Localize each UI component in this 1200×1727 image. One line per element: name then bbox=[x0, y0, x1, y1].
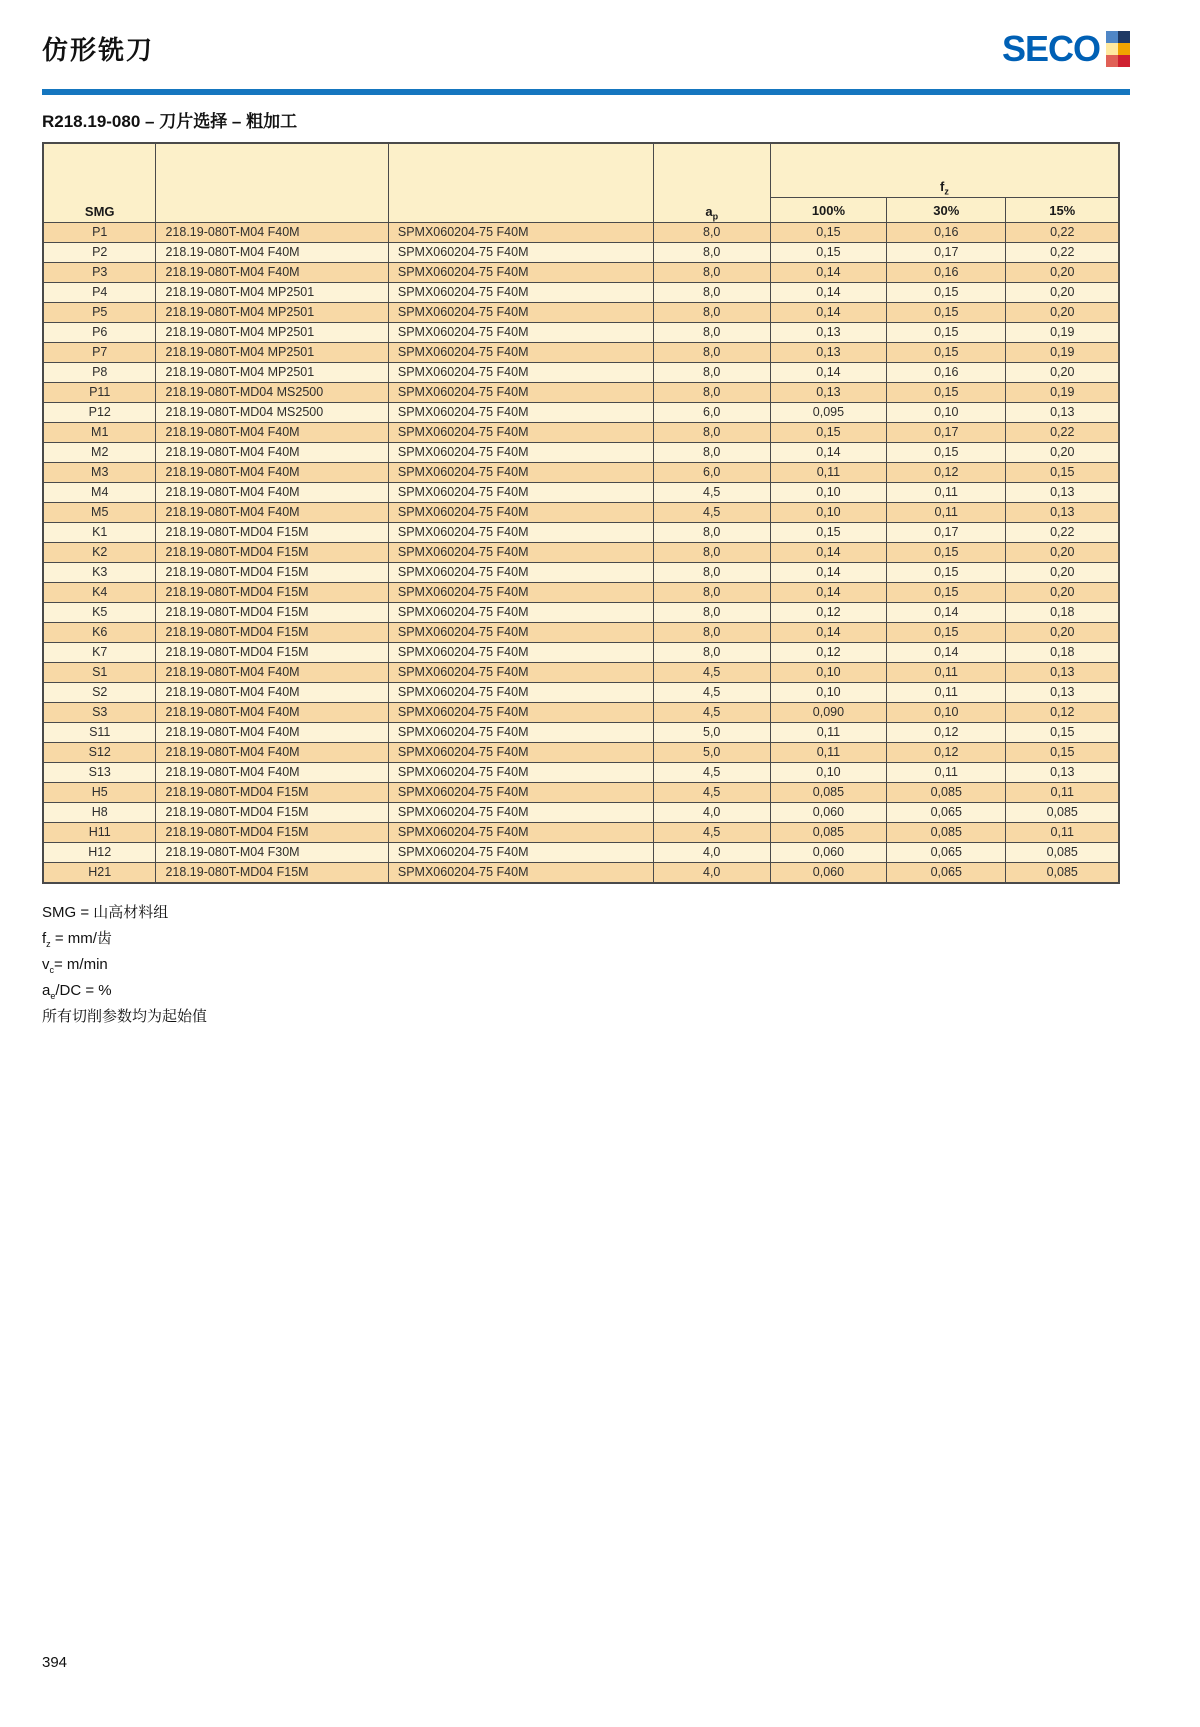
table-row bbox=[43, 683, 1119, 703]
footnotes bbox=[42, 900, 1200, 1030]
insert-cell: SPMX060204-75 F40M bbox=[388, 443, 653, 463]
ap-cell: 5,0 bbox=[653, 743, 770, 763]
smg-cell: H12 bbox=[43, 843, 156, 863]
fz-30-cell: 0,11 bbox=[887, 663, 1006, 683]
table-row bbox=[43, 363, 1119, 383]
insert-cell: SPMX060204-75 F40M bbox=[388, 743, 653, 763]
smg-cell: P5 bbox=[43, 303, 156, 323]
fz-15-cell: 0,22 bbox=[1006, 223, 1119, 243]
insert-cell: SPMX060204-75 F40M bbox=[388, 583, 653, 603]
fz-15-cell: 0,15 bbox=[1006, 743, 1119, 763]
fz-30-cell: 0,11 bbox=[887, 503, 1006, 523]
fz-100-cell: 0,11 bbox=[770, 463, 886, 483]
insert-cell: SPMX060204-75 F40M bbox=[388, 723, 653, 743]
fz-15-cell: 0,13 bbox=[1006, 763, 1119, 783]
fz-15-cell: 0,13 bbox=[1006, 683, 1119, 703]
table-row bbox=[43, 323, 1119, 343]
ap-cell: 6,0 bbox=[653, 403, 770, 423]
cutter-cell: 218.19-080T-MD04 MS2500 bbox=[156, 403, 388, 423]
cutter-cell: 218.19-080T-M04 F30M bbox=[156, 843, 388, 863]
fz-15-cell: 0,20 bbox=[1006, 623, 1119, 643]
cutter-cell: 218.19-080T-M04 F40M bbox=[156, 723, 388, 743]
cutter-cell: 218.19-080T-M04 MP2501 bbox=[156, 363, 388, 383]
cutter-cell: 218.19-080T-M04 MP2501 bbox=[156, 323, 388, 343]
fz-100-cell: 0,085 bbox=[770, 783, 886, 803]
insert-cell: SPMX060204-75 F40M bbox=[388, 563, 653, 583]
fz-100-cell: 0,13 bbox=[770, 323, 886, 343]
cutter-cell: 218.19-080T-M04 F40M bbox=[156, 663, 388, 683]
footnote-2: $v_c= m/\min$ bbox=[42, 956, 108, 975]
insert-cell: SPMX060204-75 F40M bbox=[388, 223, 653, 243]
fz-30-cell: 0,15 bbox=[887, 383, 1006, 403]
fz-30-cell: 0,11 bbox=[887, 763, 1006, 783]
ap-cell: 8,0 bbox=[653, 603, 770, 623]
insert-cell: SPMX060204-75 F40M bbox=[388, 403, 653, 423]
fz-15-cell: 0,085 bbox=[1006, 803, 1119, 823]
header-smg: SMG bbox=[43, 143, 156, 223]
insert-cell: SPMX060204-75 F40M bbox=[388, 503, 653, 523]
fz-15-cell: 0,20 bbox=[1006, 443, 1119, 463]
fz-15-cell: 0,22 bbox=[1006, 243, 1119, 263]
smg-cell: P8 bbox=[43, 363, 156, 383]
table-body bbox=[43, 223, 1119, 884]
smg-cell: H11 bbox=[43, 823, 156, 843]
table-row bbox=[43, 743, 1119, 763]
table-row bbox=[43, 623, 1119, 643]
smg-cell: P2 bbox=[43, 243, 156, 263]
table-row bbox=[43, 303, 1119, 323]
cutter-cell: 218.19-080T-M04 MP2501 bbox=[156, 283, 388, 303]
fz-30-cell: 0,16 bbox=[887, 223, 1006, 243]
fz-15-cell: 0,20 bbox=[1006, 543, 1119, 563]
smg-cell: P12 bbox=[43, 403, 156, 423]
insert-cell: SPMX060204-75 F40M bbox=[388, 783, 653, 803]
insert-cell: SPMX060204-75 F40M bbox=[388, 603, 653, 623]
smg-cell: M5 bbox=[43, 503, 156, 523]
ap-cell: 4,5 bbox=[653, 763, 770, 783]
insert-cell: SPMX060204-75 F40M bbox=[388, 683, 653, 703]
fz-15-cell: 0,19 bbox=[1006, 343, 1119, 363]
smg-cell: S12 bbox=[43, 743, 156, 763]
ap-cell: 8,0 bbox=[653, 563, 770, 583]
header-divider bbox=[42, 89, 1130, 95]
fz-100-cell: 0,14 bbox=[770, 263, 886, 283]
table-row bbox=[43, 583, 1119, 603]
fz-30-cell: 0,15 bbox=[887, 303, 1006, 323]
table-row bbox=[43, 443, 1119, 463]
header-fz-15: 15% bbox=[1006, 198, 1119, 223]
ap-cell: 4,5 bbox=[653, 683, 770, 703]
cutter-cell: 218.19-080T-M04 F40M bbox=[156, 743, 388, 763]
ap-cell: 4,5 bbox=[653, 823, 770, 843]
fz-30-cell: 0,15 bbox=[887, 563, 1006, 583]
table-row bbox=[43, 643, 1119, 663]
ap-cell: 8,0 bbox=[653, 263, 770, 283]
table-row bbox=[43, 603, 1119, 623]
table-row bbox=[43, 483, 1119, 503]
fz-15-cell: 0,19 bbox=[1006, 323, 1119, 343]
table-row bbox=[43, 283, 1119, 303]
fz-15-cell: 0,12 bbox=[1006, 703, 1119, 723]
fz-100-cell: 0,10 bbox=[770, 503, 886, 523]
cutter-cell: 218.19-080T-M04 MP2501 bbox=[156, 303, 388, 323]
table-row bbox=[43, 503, 1119, 523]
smg-cell: K5 bbox=[43, 603, 156, 623]
fz-100-cell: 0,15 bbox=[770, 223, 886, 243]
fz-100-cell: 0,15 bbox=[770, 423, 886, 443]
smg-cell: M3 bbox=[43, 463, 156, 483]
fz-30-cell: 0,17 bbox=[887, 243, 1006, 263]
fz-100-cell: 0,14 bbox=[770, 363, 886, 383]
fz-100-cell: 0,14 bbox=[770, 283, 886, 303]
fz-100-cell: 0,14 bbox=[770, 443, 886, 463]
fz-15-cell: 0,20 bbox=[1006, 583, 1119, 603]
fz-100-cell: 0,12 bbox=[770, 643, 886, 663]
section-title: R218.19-080 – 刀片选择 – 粗加工 bbox=[42, 112, 298, 131]
fz-15-cell: 0,13 bbox=[1006, 503, 1119, 523]
fz-30-cell: 0,11 bbox=[887, 683, 1006, 703]
table-row bbox=[43, 703, 1119, 723]
page-title: 仿形铣刀 bbox=[42, 35, 155, 65]
table-row bbox=[43, 423, 1119, 443]
cutter-cell: 218.19-080T-MD04 F15M bbox=[156, 623, 388, 643]
table-row bbox=[43, 343, 1119, 363]
footnote-3: $a_e/DC$ = % bbox=[42, 982, 112, 1001]
ap-cell: 4,5 bbox=[653, 663, 770, 683]
insert-cell: SPMX060204-75 F40M bbox=[388, 283, 653, 303]
logo-square-2 bbox=[1106, 43, 1118, 55]
cutter-cell: 218.19-080T-M04 F40M bbox=[156, 703, 388, 723]
fz-100-cell: 0,060 bbox=[770, 803, 886, 823]
fz-100-cell: 0,10 bbox=[770, 483, 886, 503]
cutter-cell: 218.19-080T-MD04 F15M bbox=[156, 523, 388, 543]
fz-15-cell: 0,085 bbox=[1006, 843, 1119, 863]
table-row bbox=[43, 263, 1119, 283]
smg-cell: H8 bbox=[43, 803, 156, 823]
fz-30-cell: 0,15 bbox=[887, 543, 1006, 563]
fz-100-cell: 0,095 bbox=[770, 403, 886, 423]
insert-cell: SPMX060204-75 F40M bbox=[388, 363, 653, 383]
fz-30-cell: 0,12 bbox=[887, 463, 1006, 483]
ap-cell: 4,0 bbox=[653, 863, 770, 884]
ap-cell: 4,5 bbox=[653, 703, 770, 723]
smg-cell: P6 bbox=[43, 323, 156, 343]
table-row bbox=[43, 783, 1119, 803]
insert-cell: SPMX060204-75 F40M bbox=[388, 643, 653, 663]
table-row bbox=[43, 383, 1119, 403]
ap-cell: 5,0 bbox=[653, 723, 770, 743]
fz-30-cell: 0,11 bbox=[887, 483, 1006, 503]
fz-100-cell: 0,15 bbox=[770, 523, 886, 543]
ap-cell: 8,0 bbox=[653, 643, 770, 663]
fz-30-cell: 0,12 bbox=[887, 723, 1006, 743]
fz-100-cell: 0,15 bbox=[770, 243, 886, 263]
smg-cell: S13 bbox=[43, 763, 156, 783]
fz-15-cell: 0,20 bbox=[1006, 303, 1119, 323]
smg-cell: K7 bbox=[43, 643, 156, 663]
table-row bbox=[43, 723, 1119, 743]
ap-cell: 8,0 bbox=[653, 223, 770, 243]
table-row bbox=[43, 803, 1119, 823]
fz-100-cell: 0,14 bbox=[770, 583, 886, 603]
cutter-cell: 218.19-080T-M04 MP2501 bbox=[156, 343, 388, 363]
cutter-cell: 218.19-080T-MD04 F15M bbox=[156, 643, 388, 663]
table-row bbox=[43, 823, 1119, 843]
table-row bbox=[43, 223, 1119, 243]
ap-cell: 8,0 bbox=[653, 303, 770, 323]
table-row bbox=[43, 843, 1119, 863]
seco-logo-squares-icon bbox=[1106, 31, 1130, 67]
smg-cell: M1 bbox=[43, 423, 156, 443]
fz-30-cell: 0,085 bbox=[887, 783, 1006, 803]
cutter-cell: 218.19-080T-M04 F40M bbox=[156, 463, 388, 483]
ap-cell: 8,0 bbox=[653, 323, 770, 343]
insert-cell: SPMX060204-75 F40M bbox=[388, 543, 653, 563]
cutter-cell: 218.19-080T-MD04 F15M bbox=[156, 803, 388, 823]
fz-100-cell: 0,10 bbox=[770, 763, 886, 783]
ap-cell: 8,0 bbox=[653, 283, 770, 303]
fz-100-cell: 0,13 bbox=[770, 383, 886, 403]
fz-30-cell: 0,065 bbox=[887, 863, 1006, 884]
fz-15-cell: 0,22 bbox=[1006, 523, 1119, 543]
fz-15-cell: 0,11 bbox=[1006, 783, 1119, 803]
footnote-1: $f_z = mm/$齿 bbox=[42, 930, 112, 949]
smg-cell: P1 bbox=[43, 223, 156, 243]
insert-cell: SPMX060204-75 F40M bbox=[388, 383, 653, 403]
fz-15-cell: 0,11 bbox=[1006, 823, 1119, 843]
fz-15-cell: 0,085 bbox=[1006, 863, 1119, 884]
smg-cell: M4 bbox=[43, 483, 156, 503]
logo-square-0 bbox=[1106, 31, 1118, 43]
fz-100-cell: 0,10 bbox=[770, 683, 886, 703]
ap-cell: 6,0 bbox=[653, 463, 770, 483]
cutter-cell: 218.19-080T-MD04 F15M bbox=[156, 563, 388, 583]
table-row bbox=[43, 463, 1119, 483]
header-fz-30: 30% bbox=[887, 198, 1006, 223]
fz-30-cell: 0,10 bbox=[887, 403, 1006, 423]
logo-square-4 bbox=[1106, 55, 1118, 67]
fz-30-cell: 0,14 bbox=[887, 643, 1006, 663]
fz-100-cell: 0,12 bbox=[770, 603, 886, 623]
ap-cell: 4,5 bbox=[653, 783, 770, 803]
smg-cell: P11 bbox=[43, 383, 156, 403]
cutter-cell: 218.19-080T-M04 F40M bbox=[156, 263, 388, 283]
fz-30-cell: 0,065 bbox=[887, 843, 1006, 863]
cutter-cell: 218.19-080T-MD04 F15M bbox=[156, 783, 388, 803]
table-row bbox=[43, 243, 1119, 263]
ap-cell: 8,0 bbox=[653, 443, 770, 463]
fz-30-cell: 0,15 bbox=[887, 583, 1006, 603]
insert-cell: SPMX060204-75 F40M bbox=[388, 463, 653, 483]
insert-cell: SPMX060204-75 F40M bbox=[388, 863, 653, 884]
cutter-cell: 218.19-080T-M04 F40M bbox=[156, 423, 388, 443]
fz-30-cell: 0,15 bbox=[887, 343, 1006, 363]
fz-100-cell: 0,13 bbox=[770, 343, 886, 363]
ap-cell: 4,0 bbox=[653, 803, 770, 823]
table-row bbox=[43, 563, 1119, 583]
smg-cell: P7 bbox=[43, 343, 156, 363]
cutter-cell: 218.19-080T-M04 F40M bbox=[156, 483, 388, 503]
fz-15-cell: 0,13 bbox=[1006, 403, 1119, 423]
cutter-cell: 218.19-080T-M04 F40M bbox=[156, 763, 388, 783]
insert-cell: SPMX060204-75 F40M bbox=[388, 343, 653, 363]
header-fz: $f_z$ bbox=[770, 143, 1119, 198]
fz-100-cell: 0,11 bbox=[770, 723, 886, 743]
fz-100-cell: 0,14 bbox=[770, 563, 886, 583]
smg-cell: S2 bbox=[43, 683, 156, 703]
insert-cell: SPMX060204-75 F40M bbox=[388, 263, 653, 283]
fz-15-cell: 0,22 bbox=[1006, 423, 1119, 443]
fz-15-cell: 0,13 bbox=[1006, 483, 1119, 503]
insert-selection-table bbox=[42, 142, 1120, 884]
logo-square-3 bbox=[1118, 43, 1130, 55]
insert-cell: SPMX060204-75 F40M bbox=[388, 623, 653, 643]
fz-30-cell: 0,16 bbox=[887, 263, 1006, 283]
page-content bbox=[0, 27, 1200, 1030]
table-row bbox=[43, 403, 1119, 423]
fz-30-cell: 0,15 bbox=[887, 283, 1006, 303]
insert-cell: SPMX060204-75 F40M bbox=[388, 303, 653, 323]
fz-15-cell: 0,20 bbox=[1006, 263, 1119, 283]
ap-cell: 4,5 bbox=[653, 503, 770, 523]
smg-cell: K6 bbox=[43, 623, 156, 643]
table-row bbox=[43, 763, 1119, 783]
fz-15-cell: 0,15 bbox=[1006, 723, 1119, 743]
cutter-cell: 218.19-080T-MD04 F15M bbox=[156, 583, 388, 603]
ap-cell: 8,0 bbox=[653, 343, 770, 363]
table-row bbox=[43, 523, 1119, 543]
smg-cell: K2 bbox=[43, 543, 156, 563]
table-header bbox=[43, 143, 1119, 223]
fz-30-cell: 0,14 bbox=[887, 603, 1006, 623]
smg-cell: S3 bbox=[43, 703, 156, 723]
smg-cell: H5 bbox=[43, 783, 156, 803]
header-insert bbox=[388, 143, 653, 223]
cutter-cell: 218.19-080T-MD04 MS2500 bbox=[156, 383, 388, 403]
fz-30-cell: 0,065 bbox=[887, 803, 1006, 823]
fz-15-cell: 0,18 bbox=[1006, 643, 1119, 663]
fz-100-cell: 0,14 bbox=[770, 543, 886, 563]
insert-cell: SPMX060204-75 F40M bbox=[388, 323, 653, 343]
page-number: 394 bbox=[42, 1654, 68, 1671]
insert-cell: SPMX060204-75 F40M bbox=[388, 523, 653, 543]
table-row bbox=[43, 863, 1119, 884]
fz-15-cell: 0,20 bbox=[1006, 283, 1119, 303]
ap-cell: 8,0 bbox=[653, 583, 770, 603]
insert-cell: SPMX060204-75 F40M bbox=[388, 703, 653, 723]
smg-cell: K3 bbox=[43, 563, 156, 583]
smg-cell: H21 bbox=[43, 863, 156, 884]
fz-100-cell: 0,060 bbox=[770, 843, 886, 863]
fz-100-cell: 0,14 bbox=[770, 623, 886, 643]
insert-cell: SPMX060204-75 F40M bbox=[388, 483, 653, 503]
cutter-cell: 218.19-080T-M04 F40M bbox=[156, 503, 388, 523]
insert-cell: SPMX060204-75 F40M bbox=[388, 823, 653, 843]
fz-30-cell: 0,15 bbox=[887, 443, 1006, 463]
fz-100-cell: 0,085 bbox=[770, 823, 886, 843]
fz-100-cell: 0,11 bbox=[770, 743, 886, 763]
smg-cell: M2 bbox=[43, 443, 156, 463]
fz-100-cell: 0,14 bbox=[770, 303, 886, 323]
ap-cell: 8,0 bbox=[653, 363, 770, 383]
smg-cell: S1 bbox=[43, 663, 156, 683]
ap-cell: 4,5 bbox=[653, 483, 770, 503]
fz-15-cell: 0,13 bbox=[1006, 663, 1119, 683]
ap-cell: 8,0 bbox=[653, 243, 770, 263]
cutter-cell: 218.19-080T-MD04 F15M bbox=[156, 823, 388, 843]
logo-square-1 bbox=[1118, 31, 1130, 43]
header-cutter bbox=[156, 143, 388, 223]
fz-30-cell: 0,17 bbox=[887, 523, 1006, 543]
insert-cell: SPMX060204-75 F40M bbox=[388, 763, 653, 783]
ap-cell: 8,0 bbox=[653, 523, 770, 543]
header-ap: $a_p$ bbox=[653, 143, 770, 223]
footnote-0: SMG = 山高材料组 bbox=[42, 904, 169, 921]
table-row bbox=[43, 663, 1119, 683]
header-fz-100: 100% bbox=[770, 198, 886, 223]
footnote-4: 所有切削参数均为起始值 bbox=[42, 1008, 208, 1025]
fz-30-cell: 0,15 bbox=[887, 323, 1006, 343]
cutter-cell: 218.19-080T-MD04 F15M bbox=[156, 543, 388, 563]
insert-cell: SPMX060204-75 F40M bbox=[388, 423, 653, 443]
ap-cell: 8,0 bbox=[653, 543, 770, 563]
insert-cell: SPMX060204-75 F40M bbox=[388, 843, 653, 863]
logo-square-5 bbox=[1118, 55, 1130, 67]
cutter-cell: 218.19-080T-M04 F40M bbox=[156, 223, 388, 243]
fz-30-cell: 0,17 bbox=[887, 423, 1006, 443]
smg-cell: P3 bbox=[43, 263, 156, 283]
fz-100-cell: 0,090 bbox=[770, 703, 886, 723]
fz-100-cell: 0,060 bbox=[770, 863, 886, 884]
fz-15-cell: 0,19 bbox=[1006, 383, 1119, 403]
seco-logo-text: SECO bbox=[1001, 27, 1100, 69]
fz-100-cell: 0,10 bbox=[770, 663, 886, 683]
cutter-cell: 218.19-080T-MD04 F15M bbox=[156, 603, 388, 623]
smg-cell: K1 bbox=[43, 523, 156, 543]
fz-30-cell: 0,12 bbox=[887, 743, 1006, 763]
fz-30-cell: 0,15 bbox=[887, 623, 1006, 643]
cutter-cell: 218.19-080T-MD04 F15M bbox=[156, 863, 388, 884]
ap-cell: 4,0 bbox=[653, 843, 770, 863]
insert-cell: SPMX060204-75 F40M bbox=[388, 243, 653, 263]
fz-15-cell: 0,20 bbox=[1006, 563, 1119, 583]
fz-30-cell: 0,085 bbox=[887, 823, 1006, 843]
fz-15-cell: 0,20 bbox=[1006, 363, 1119, 383]
fz-30-cell: 0,10 bbox=[887, 703, 1006, 723]
ap-cell: 8,0 bbox=[653, 383, 770, 403]
table-row bbox=[43, 543, 1119, 563]
fz-15-cell: 0,18 bbox=[1006, 603, 1119, 623]
fz-15-cell: 0,15 bbox=[1006, 463, 1119, 483]
smg-cell: K4 bbox=[43, 583, 156, 603]
ap-cell: 8,0 bbox=[653, 623, 770, 643]
smg-cell: S11 bbox=[43, 723, 156, 743]
insert-cell: SPMX060204-75 F40M bbox=[388, 803, 653, 823]
seco-logo bbox=[1001, 27, 1130, 69]
page-header bbox=[42, 27, 1130, 69]
insert-cell: SPMX060204-75 F40M bbox=[388, 663, 653, 683]
smg-cell: P4 bbox=[43, 283, 156, 303]
cutter-cell: 218.19-080T-M04 F40M bbox=[156, 683, 388, 703]
cutter-cell: 218.19-080T-M04 F40M bbox=[156, 443, 388, 463]
ap-cell: 8,0 bbox=[653, 423, 770, 443]
cutter-cell: 218.19-080T-M04 F40M bbox=[156, 243, 388, 263]
fz-30-cell: 0,16 bbox=[887, 363, 1006, 383]
